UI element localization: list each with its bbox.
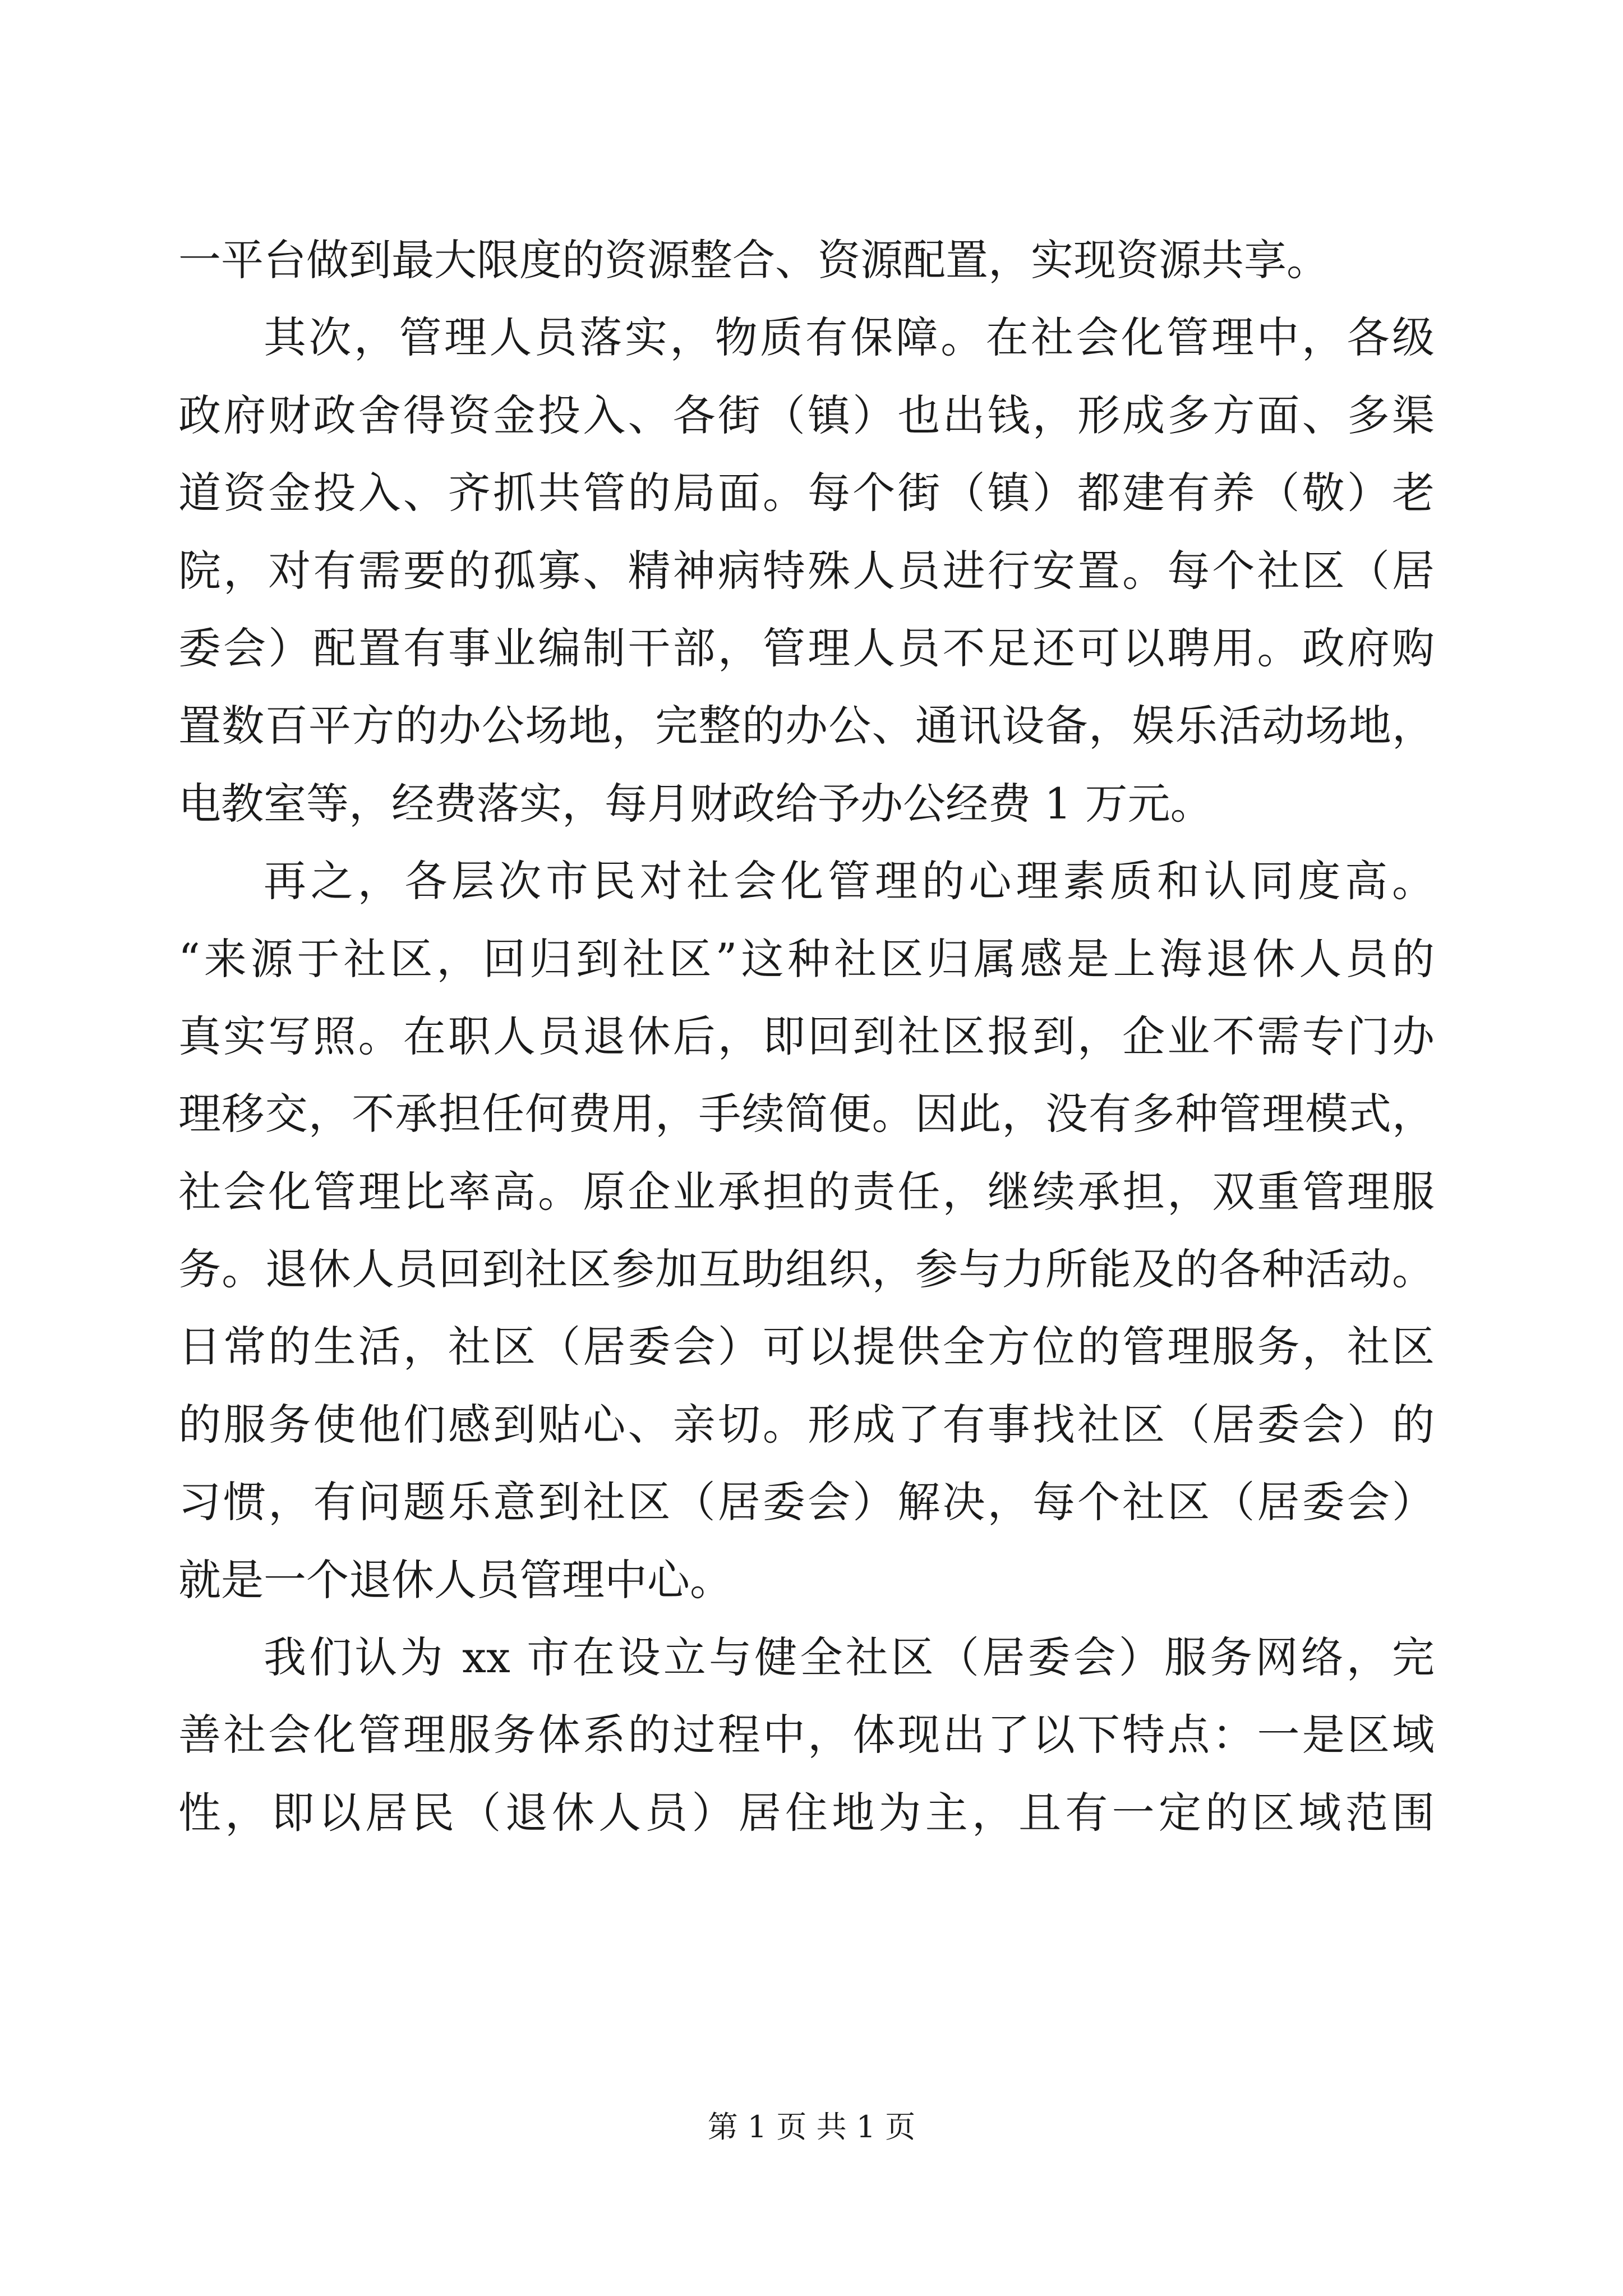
text-line: 习惯，有问题乐意到社区（居委会）解决，每个社区（居委会） — [178, 1477, 1435, 1527]
body-text — [178, 222, 1435, 1852]
text-line: 务。退休人员回到社区参加互助组织，参与力所能及的各种活动。 — [178, 1244, 1435, 1295]
page-footer: 第 1 页 共 1 页 — [707, 2109, 916, 2145]
text-line: 的服务使他们感到贴心、亲切。形成了有事找社区（居委会）的 — [178, 1399, 1435, 1450]
text-line: 再之，各层次市民对社会化管理的心理素质和认同度高。 — [264, 856, 1435, 907]
text-line: 我们认为 xx 市在设立与健全社区（居委会）服务网络，完 — [264, 1632, 1435, 1683]
text-line: 一平台做到最大限度的资源整合、资源配置，实现资源共享。 — [178, 235, 1329, 285]
text-line: 社会化管理比率高。原企业承担的责任，继续承担，双重管理服 — [178, 1166, 1435, 1217]
text-line: 性，即以居民（退休人员）居住地为主，且有一定的区域范围 — [178, 1787, 1435, 1838]
text-line: 善社会化管理服务体系的过程中，体现出了以下特点：一是区域 — [178, 1710, 1435, 1760]
text-line: 置数百平方的办公场地，完整的办公、通讯设备，娱乐活动场地， — [178, 701, 1435, 751]
text-line: 就是一个退休人员管理中心。 — [178, 1554, 732, 1605]
text-line: “来源于社区，回归到社区”这种社区归属感是上海退休人员的 — [178, 933, 1435, 984]
text-line: 其次，管理人员落实，物质有保障。在社会化管理中，各级 — [264, 312, 1435, 363]
text-line: 电教室等，经费落实，每月财政给予办公经费 1 万元。 — [178, 778, 1213, 829]
text-line: 真实写照。在职人员退休后，即回到社区报到，企业不需专门办 — [178, 1011, 1435, 1061]
text-line: 日常的生活，社区（居委会）可以提供全方位的管理服务，社区 — [178, 1322, 1435, 1372]
text-line: 委会）配置有事业编制干部，管理人员不足还可以聘用。政府购 — [178, 623, 1435, 673]
text-line: 政府财政舍得资金投入、各街（镇）也出钱，形成多方面、多渠 — [178, 390, 1435, 440]
text-line: 院，对有需要的孤寡、精神病特殊人员进行安置。每个社区（居 — [178, 545, 1435, 596]
text-line: 道资金投入、齐抓共管的局面。每个街（镇）都建有养（敬）老 — [178, 468, 1435, 518]
text-line: 理移交，不承担任何费用，手续简便。因此，没有多种管理模式， — [178, 1089, 1435, 1139]
